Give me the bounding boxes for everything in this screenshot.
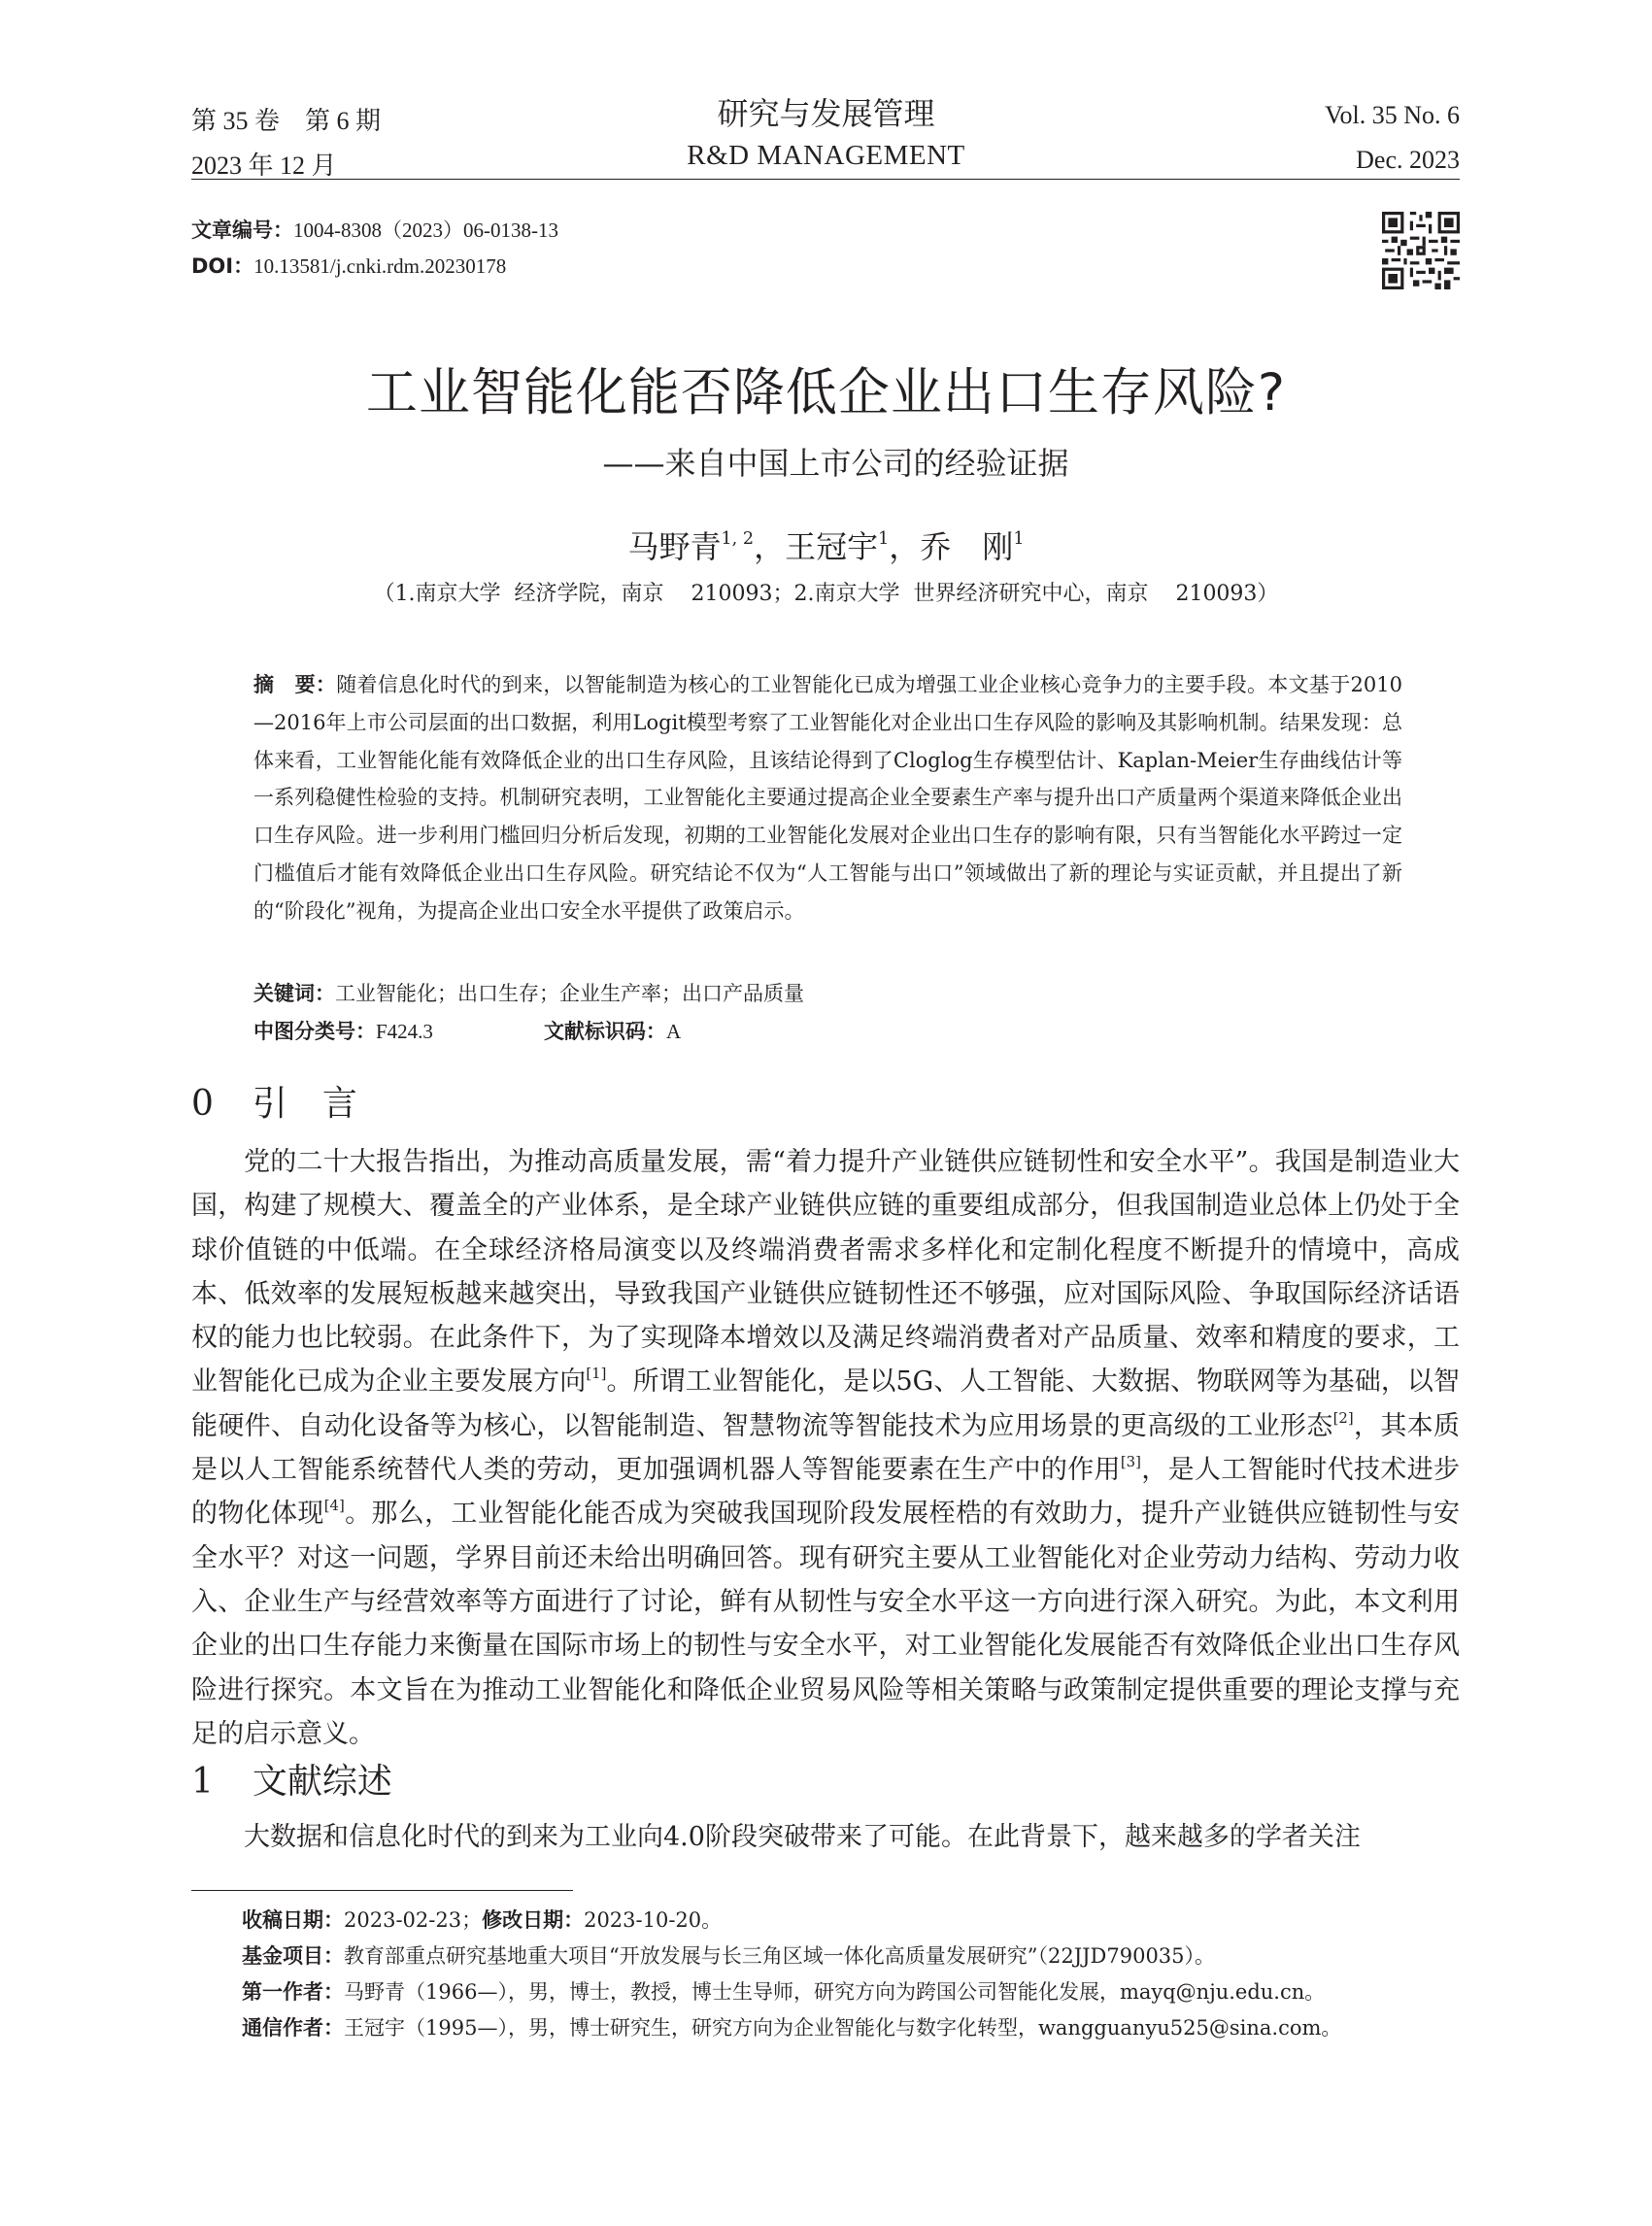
clc-value: F424.3: [376, 1020, 433, 1043]
citation-ref[interactable]: [2]: [1332, 1408, 1354, 1427]
article-subtitle: ——来自中国上市公司的经验证据: [602, 445, 1069, 482]
article-number: [191, 215, 558, 244]
clc-label: 中图分类号：: [253, 1020, 376, 1043]
footnote-funding: [242, 1938, 1215, 1975]
abstract: [253, 666, 1402, 930]
doc-code-value: A: [665, 1020, 682, 1043]
keywords: [253, 975, 1402, 1013]
footnote-text: 2023-02-23；: [344, 1908, 483, 1932]
article-title: 工业智能化能否降低企业出口生存风险?: [365, 363, 1287, 422]
keywords-text: 工业智能化；出口生存；企业生产率；出口产品质量: [335, 982, 804, 1005]
author-affiliation-mark: 1, 2: [721, 528, 755, 549]
doi-label: DOI：: [191, 254, 254, 278]
footnote-label: 第一作者：: [242, 1980, 344, 2004]
footnote-rule: [191, 1890, 573, 1891]
classification: [253, 1013, 1402, 1051]
article-number-value: 1004-8308（2023）06-0138-13: [293, 219, 558, 242]
author-name: 王冠宇: [785, 528, 879, 565]
section-number: 0: [191, 1084, 214, 1124]
footnote-label: 通信作者：: [242, 2016, 344, 2040]
citation-ref[interactable]: [4]: [323, 1497, 345, 1515]
text-run: ，其本质是以人工智能系统替代人类的劳动，更加强调机器人等智能要素在生产中的作用: [191, 1410, 1460, 1486]
footnote-label: 修改日期：: [482, 1908, 585, 1932]
citation-ref[interactable]: [1]: [586, 1365, 607, 1383]
author-separator: ，: [754, 528, 786, 565]
section-heading: [191, 1076, 357, 1126]
author-affiliation-mark: 1: [878, 528, 890, 549]
author-name: 马野青: [627, 528, 722, 565]
doi: [191, 251, 506, 280]
abstract-text: 随着信息化时代的到来，以智能制造为核心的工业智能化已成为增强工业企业核心竞争力的主要手段。本文基于2010—2016年上市公司层面的出口数据，利用Logit模型考察了工业智能化对企业出口生存风险的影响及其影响机制。结果发现：总体来看，工业智能化能有效降低企业的出口生存风险，且该结论得到了Cloglog生存模型估计、Kaplan-Meier生存曲线估计等一系列稳健性检验的支持。机制研究表明，工业智能化主要通过提高企业全要素生产率与提升出口产质量两个渠道来降低企业出口生存风险。进一步利用门槛回归分析后发现，初期的工业智能化发展对企业出口生存的影响有限，只有当智能化水平跨过一定门槛值后才能有效降低企业出口生存风险。研究结论不仅为“人工智能与出口”领域做出了新的理论与实证贡献，并且提出了新的“阶段化”视角，为提高企业出口安全水平提供了政策启示。: [253, 673, 1402, 923]
doi-value: 10.13581/j.cnki.rdm.20230178: [253, 254, 507, 278]
qr-code-icon: [1382, 212, 1460, 289]
section-title: 引 言: [252, 1084, 357, 1124]
header-volume-en: Vol. 35 No. 6: [1325, 101, 1460, 129]
footnote-label: 收稿日期：: [242, 1908, 344, 1932]
footnote-received: [242, 1902, 722, 1939]
section-title: 文献综述: [252, 1762, 392, 1802]
article-number-label: 文章编号：: [191, 219, 293, 242]
citation-ref[interactable]: [3]: [1120, 1453, 1141, 1471]
author-name: 乔 刚: [920, 528, 1014, 565]
header-rule: [191, 179, 1460, 180]
lit-review-paragraph: 大数据和信息化时代的到来为工业向4.0阶段突破带来了可能。在此背景下，越来越多的学者关注: [244, 1822, 1361, 1852]
keywords-label: 关键词：: [253, 982, 335, 1005]
footnote-first-author: [242, 1973, 1325, 2011]
footnote-corresponding: [242, 2009, 1341, 2047]
header-journal-cn: 研究与发展管理: [717, 96, 935, 131]
footnote-text: 教育部重点研究基地重大项目“开放发展与长三角区域一体化高质量发展研究”（22JJD790035）。: [344, 1944, 1216, 1968]
text-run: 党的二十大报告指出，为推动高质量发展，需“着力提升产业链供应链韧性和安全水平”。我国是制造业大国，构建了规模大、覆盖全的产业体系，是全球产业链供应链的重要组成部分，但我国制造业总体上仍处于全球价值链的中低端。在全球经济格局演变以及终端消费者需求多样化和定制化程度不断提升的情境中，高成本、低效率的发展短板越来越突出，导致我国产业链供应链韧性还不够强，应对国际风险、争取国际经济话语权的能力也比较弱。在此条件下，为了实现降本增效以及满足终端消费者对产品质量、效率和精度的要求，工业智能化已成为企业主要发展方向: [191, 1147, 1460, 1398]
authors: [0, 523, 1652, 567]
header-volume-cn: 第 35 卷 第 6 期: [191, 107, 382, 135]
section-number: 1: [191, 1762, 214, 1802]
text-run: 。那么，工业智能化能否成为突破我国现阶段发展桎梏的有效助力，提升产业链供应链韧性与安全水平？对这一问题，学界目前还未给出明确回答。现有研究主要从工业智能化对企业劳动力结构、劳动力收入、企业生产与经营效率等方面进行了讨论，鲜有从韧性与安全水平这一方向进行深入研究。为此，本文利用企业的出口生存能力来衡量在国际市场上的韧性与安全水平，对工业智能化发展能否有效降低企业出口生存风险进行探究。本文旨在为推动工业智能化和降低企业贸易风险等相关策略与政策制定提供重要的理论支撑与充足的启示意义。: [191, 1499, 1461, 1749]
footnote-text: 王冠宇（1995—），男，博士研究生，研究方向为企业智能化与数字化转型，wangguanyu525@sina.com。: [344, 2016, 1342, 2040]
section-heading: [191, 1754, 392, 1804]
abstract-label: 摘 要：: [253, 673, 337, 696]
text-run: 。所谓工业智能化，是以5G、人工智能、大数据、物联网等为基础，以智能硬件、自动化设备等为核心，以智能制造、智慧物流等智能技术为应用场景的更高级的工业形态: [191, 1366, 1461, 1441]
header-journal-en: R&D MANAGEMENT: [687, 140, 965, 171]
author-separator: ，: [889, 528, 921, 565]
footnote-label: 基金项目：: [242, 1944, 344, 1968]
intro-paragraph: [191, 1140, 1460, 1756]
author-affiliation-mark: 1: [1013, 528, 1025, 549]
footnote-text: 马野青（1966—），男，博士，教授，博士生导师，研究方向为跨国公司智能化发展，mayq@nju.edu.cn。: [344, 1980, 1326, 2004]
header-date-en: Dec. 2023: [1356, 146, 1460, 174]
doc-code-label: 文献标识码：: [543, 1020, 666, 1043]
affiliations: （1.南京大学 经济学院，南京 210093；2.南京大学 世界经济研究中心，南京 210093）: [373, 582, 1279, 606]
footnote-text: 2023-10-20。: [584, 1908, 723, 1932]
text-run: ，是人工智能时代技术进步的物化体现: [191, 1455, 1460, 1530]
header-date-cn: 2023 年 12 月: [191, 152, 337, 180]
